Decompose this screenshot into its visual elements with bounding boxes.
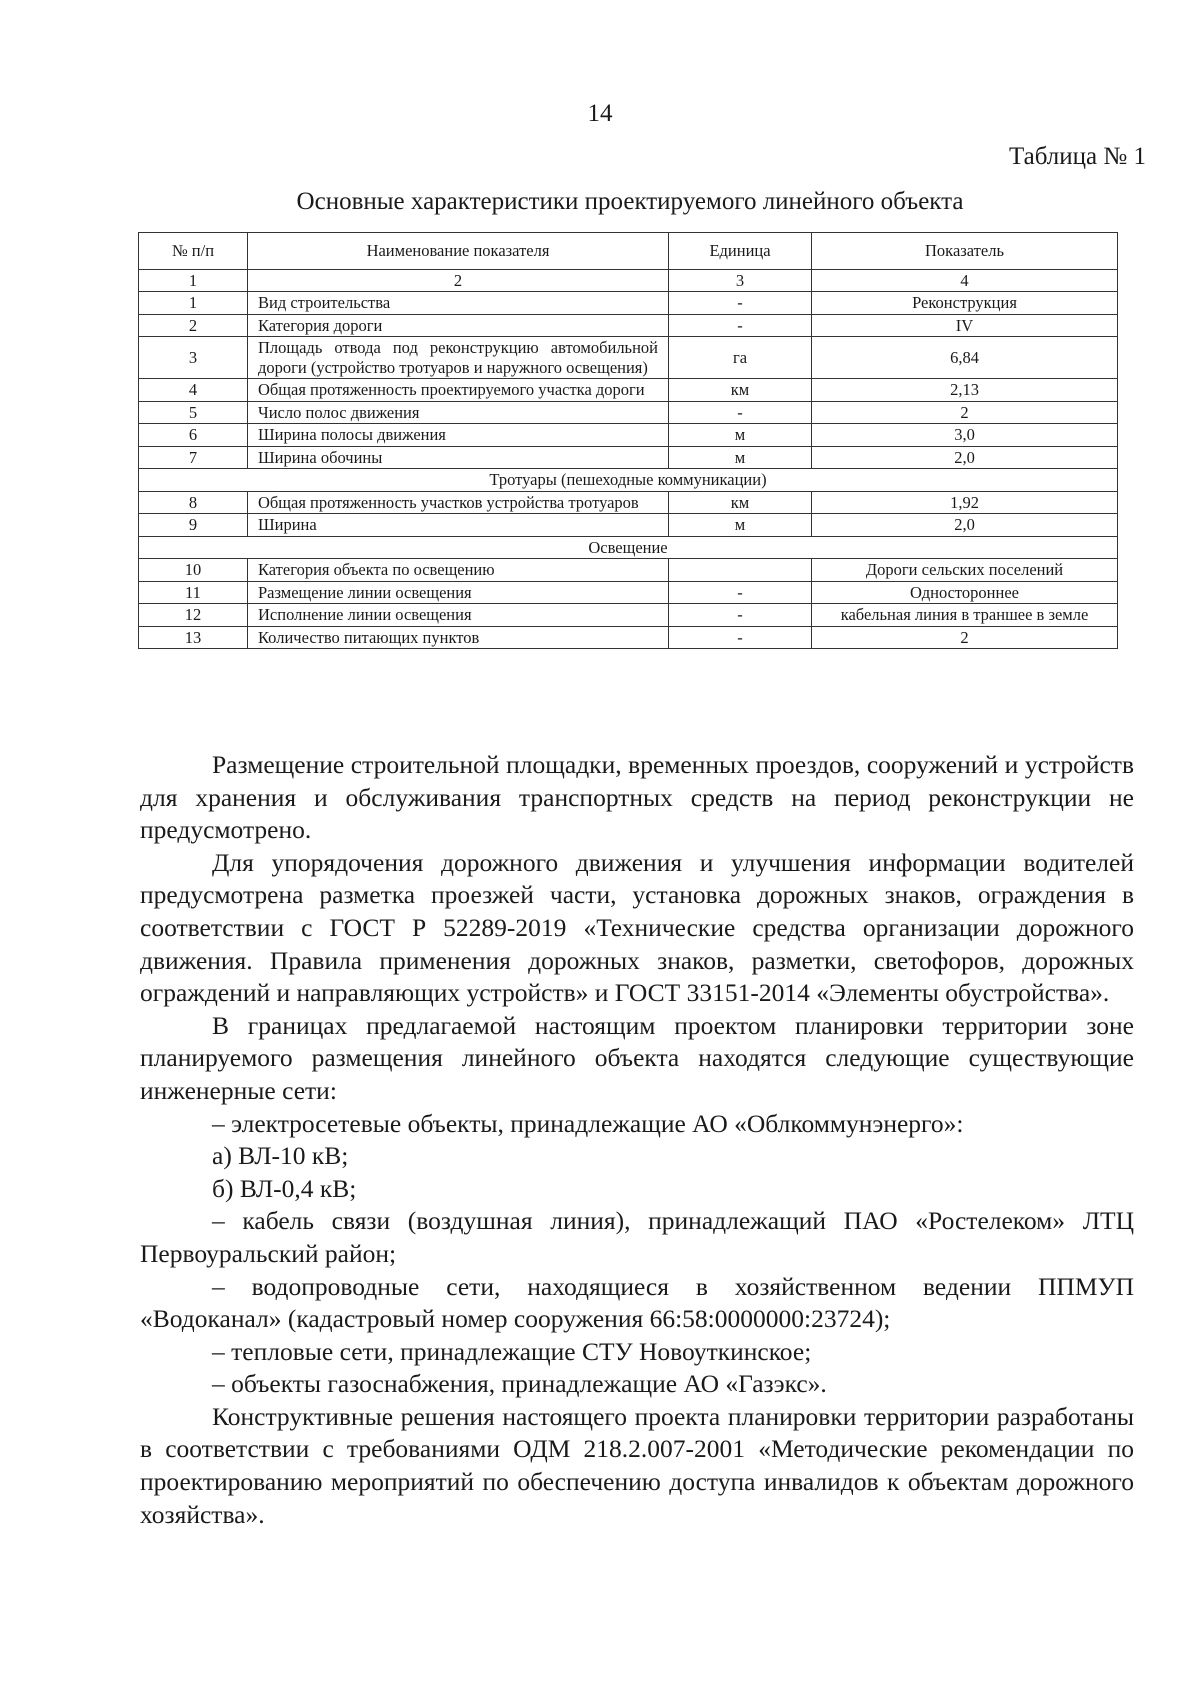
table-header-row bbox=[139, 233, 1118, 270]
row-number: 1 bbox=[139, 292, 248, 314]
column-number-cell: 4 bbox=[812, 270, 1118, 292]
row-name: Площадь отвода под реконструкцию автомобильной дороги (устройство тротуаров и наружного освещения) bbox=[248, 337, 669, 379]
table-row bbox=[139, 491, 1118, 513]
row-number: 7 bbox=[139, 446, 248, 468]
header-cell-unit: Единица bbox=[669, 233, 812, 270]
list-item-power-grid: – электросетевые объекты, принадлежащие АО «Облкоммунэнерго»: bbox=[212, 1108, 964, 1138]
table-row bbox=[139, 446, 1118, 468]
table-row bbox=[139, 337, 1118, 379]
column-number-cell: 3 bbox=[669, 270, 812, 292]
table-row bbox=[139, 559, 1118, 581]
column-number-cell: 1 bbox=[139, 270, 248, 292]
table-row bbox=[139, 604, 1118, 626]
row-value: 2,0 bbox=[812, 514, 1118, 536]
row-value: 2,13 bbox=[812, 379, 1118, 401]
row-name: Вид строительства bbox=[248, 292, 669, 314]
row-unit: м bbox=[669, 424, 812, 446]
table-row bbox=[139, 514, 1118, 536]
table-row bbox=[139, 379, 1118, 401]
paragraph-construction-site: Размещение строительной площадки, временных проездов, сооружений и устройств для хранения и обслуживания транспортных средств на период реконструкции не предусмотрено. bbox=[140, 750, 1134, 845]
row-value: 3,0 bbox=[812, 424, 1118, 446]
row-number: 2 bbox=[139, 314, 248, 336]
row-value: Одностороннее bbox=[812, 581, 1118, 603]
row-value: IV bbox=[812, 314, 1118, 336]
row-value: кабельная линия в траншее в земле bbox=[812, 604, 1118, 626]
list-item-communication-cable: – кабель связи (воздушная линия), принадлежащий ПАО «Ростелеком» ЛТЦ Первоуральский район; bbox=[140, 1206, 1134, 1268]
list-item-gas-supply: – объекты газоснабжения, принадлежащие АО «Газэкс». bbox=[212, 1369, 827, 1399]
paragraph-engineering-networks: В границах предлагаемой настоящим проектом планировки территории зоне планируемого размещения линейного объекта находятся следующие существующие инженерные сети: bbox=[140, 1010, 1134, 1105]
row-unit: - bbox=[669, 314, 812, 336]
row-name: Общая протяженность участков устройства тротуаров bbox=[248, 491, 669, 513]
row-name: Ширина bbox=[248, 514, 669, 536]
table-row bbox=[139, 292, 1118, 314]
row-number: 5 bbox=[139, 401, 248, 423]
section-title: Освещение bbox=[139, 536, 1118, 558]
column-number-row bbox=[139, 270, 1118, 292]
header-cell-value: Показатель bbox=[812, 233, 1118, 270]
list-item-water-supply: – водопроводные сети, находящиеся в хозяйственном ведении ППМУП «Водоканал» (кадастровый номер сооружения 66:58:0000000:23724); bbox=[140, 1271, 1134, 1334]
row-name: Категория дороги bbox=[248, 314, 669, 336]
list-subitem-vl10: а) ВЛ-10 кВ; bbox=[212, 1141, 349, 1171]
characteristics-table bbox=[138, 232, 1118, 649]
row-number: 3 bbox=[139, 337, 248, 379]
row-name: Категория объекта по освещению bbox=[248, 559, 669, 581]
row-value: Реконструкция bbox=[812, 292, 1118, 314]
row-name: Количество питающих пунктов bbox=[248, 626, 669, 648]
list-item-heating: – тепловые сети, принадлежащие СТУ Новоуткинское; bbox=[212, 1336, 812, 1366]
row-unit: - bbox=[669, 581, 812, 603]
row-number: 4 bbox=[139, 379, 248, 401]
header-cell-name: Наименование показателя bbox=[248, 233, 669, 270]
row-number: 11 bbox=[139, 581, 248, 603]
row-unit: м bbox=[669, 446, 812, 468]
row-unit bbox=[669, 559, 812, 581]
table-title: Основные характеристики проектируемого линейного объекта bbox=[296, 188, 964, 215]
section-row-lighting bbox=[139, 536, 1118, 558]
row-value: 6,84 bbox=[812, 337, 1118, 379]
table-row bbox=[139, 401, 1118, 423]
row-number: 10 bbox=[139, 559, 248, 581]
row-name: Ширина полосы движения bbox=[248, 424, 669, 446]
row-unit: - bbox=[669, 292, 812, 314]
row-unit: м bbox=[669, 514, 812, 536]
body-text bbox=[140, 749, 1134, 1531]
table-row bbox=[139, 626, 1118, 648]
row-unit: км bbox=[669, 491, 812, 513]
row-unit: км bbox=[669, 379, 812, 401]
paragraph-traffic-organization: Для упорядочения дорожного движения и улучшения информации водителей предусмотрена разметка проезжей части, установка дорожных знаков, ограждения в соответствии с ГОСТ Р 52289-2019 «Технические средства организации дорожного движения. Правила применения дорожных знаков, разметки, светофоров, дорожных ограждений и направляющих устройств» и ГОСТ 33151-2014 «Элементы обустройства». bbox=[140, 847, 1134, 1008]
column-number-cell: 2 bbox=[248, 270, 669, 292]
row-name: Исполнение линии освещения bbox=[248, 604, 669, 626]
row-name: Размещение линии освещения bbox=[248, 581, 669, 603]
table-label: Таблица № 1 bbox=[1008, 143, 1146, 170]
row-name: Общая протяженность проектируемого участка дороги bbox=[248, 379, 669, 401]
table-row bbox=[139, 314, 1118, 336]
section-row-sidewalks bbox=[139, 469, 1118, 491]
row-number: 13 bbox=[139, 626, 248, 648]
table-row bbox=[139, 424, 1118, 446]
row-unit: - bbox=[669, 401, 812, 423]
row-number: 8 bbox=[139, 491, 248, 513]
row-number: 9 bbox=[139, 514, 248, 536]
table-row bbox=[139, 581, 1118, 603]
row-value: 2 bbox=[812, 401, 1118, 423]
paragraph-design-solutions: Конструктивные решения настоящего проекта планировки территории разработаны в соответствии с требованиями ОДМ 218.2.007-2001 «Методические рекомендации по проектированию мероприятий по обеспечению доступа инвалидов к объектам дорожного хозяйства». bbox=[140, 1401, 1134, 1529]
section-title: Тротуары (пешеходные коммуникации) bbox=[139, 469, 1118, 491]
row-value: Дороги сельских поселений bbox=[812, 559, 1118, 581]
row-number: 12 bbox=[139, 604, 248, 626]
row-unit: га bbox=[669, 337, 812, 379]
page-number: 14 bbox=[587, 100, 613, 127]
list-subitem-vl04: б) ВЛ-0,4 кВ; bbox=[212, 1173, 357, 1203]
row-name: Число полос движения bbox=[248, 401, 669, 423]
row-value: 1,92 bbox=[812, 491, 1118, 513]
row-unit: - bbox=[669, 626, 812, 648]
row-value: 2 bbox=[812, 626, 1118, 648]
header-cell-number: № п/п bbox=[139, 233, 248, 270]
row-unit: - bbox=[669, 604, 812, 626]
row-value: 2,0 bbox=[812, 446, 1118, 468]
row-number: 6 bbox=[139, 424, 248, 446]
row-name: Ширина обочины bbox=[248, 446, 669, 468]
